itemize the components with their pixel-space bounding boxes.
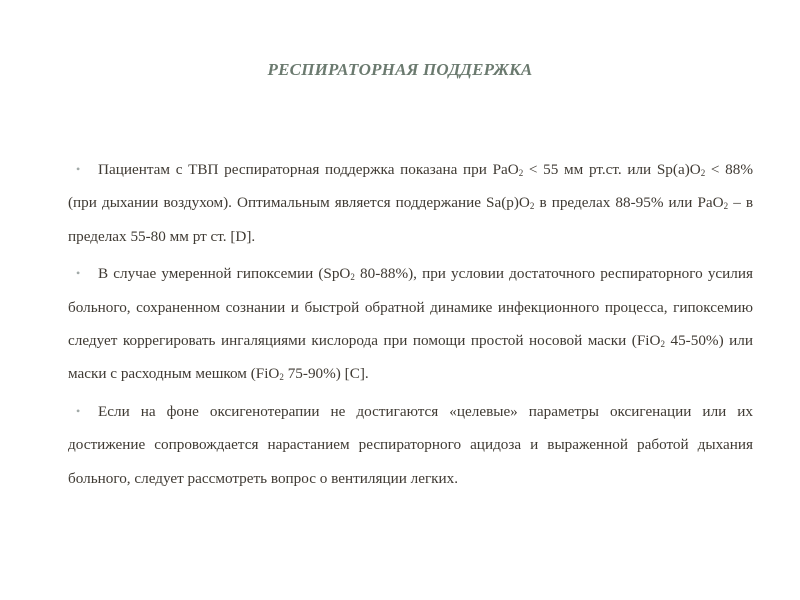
- bullet-list: [68, 153, 753, 499]
- text-segment: Если на фоне оксигенотерапии не достигаются «целевые» параметры оксигенации или их достижение сопровождается нарастанием респираторного ацидоза и выраженной работой дыхания больного, следует рассмотреть вопрос о вентиляции легких.: [68, 402, 753, 487]
- text-segment: 45-50%) или маски с расходным мешком (FiO: [68, 332, 753, 383]
- subscript: 2: [350, 272, 355, 283]
- subscript: 2: [700, 168, 706, 178]
- subscript: 2: [723, 201, 729, 212]
- text-segment: < 88% (при дыхании воздухом). Оптимальным является поддержание Sa(p)O: [68, 161, 754, 212]
- text-segment: – в пределах 55-80 мм рт ст. [D].: [68, 194, 754, 245]
- bullet-icon: •: [76, 266, 81, 281]
- text-segment: 75-90%) [C].: [283, 365, 369, 383]
- text-segment: Пациентам с ТВП респираторная поддержка показана при PaO: [98, 161, 519, 178]
- bullet-icon: •: [76, 403, 81, 418]
- bullet-item-3: [68, 395, 753, 495]
- text-segment: в пределах 88-95% или PaO: [534, 194, 724, 212]
- subscript: 2: [518, 168, 524, 178]
- subscript: 2: [279, 372, 284, 383]
- text-segment: В случае умеренной гипоксемии (SpO: [98, 265, 351, 283]
- text-segment: 80-88%), при условии достаточного респираторного усилия больного, сохраненном сознании и быстрой обратной динамике инфекционного процесса, гипоксемию следует коррегировать ингаляциями кислорода при помощи простой носовой маски (FiO: [68, 265, 753, 350]
- subscript: 2: [529, 201, 535, 212]
- text-segment: < 55 мм рт.ст. или Sp(a)O: [523, 161, 701, 178]
- subscript: 2: [660, 339, 665, 350]
- bullet-icon: •: [76, 162, 81, 176]
- bullet-item-2: [68, 257, 753, 391]
- slide-title: РЕСПИРАТОРНАЯ ПОДДЕРЖКА: [267, 60, 533, 79]
- bullet-item-1: [68, 153, 753, 253]
